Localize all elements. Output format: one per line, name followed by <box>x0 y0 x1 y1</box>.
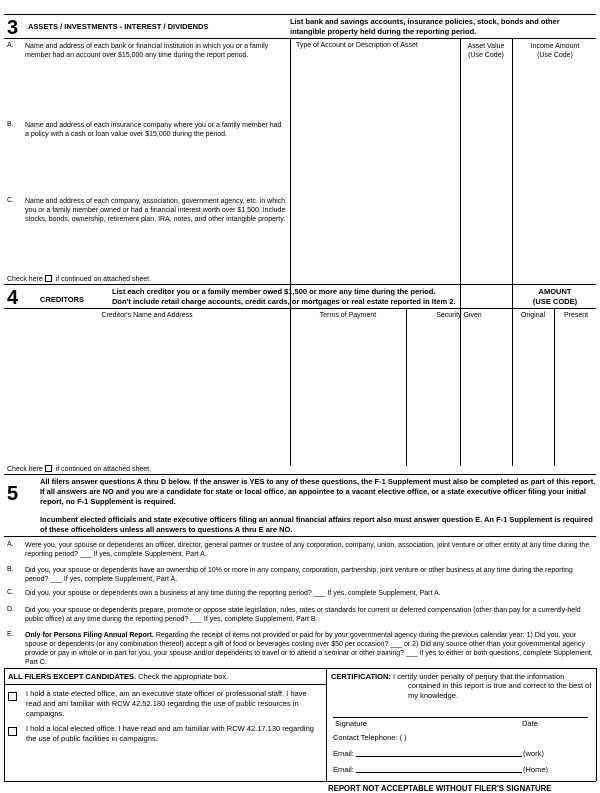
use-code-header: (USE CODE) <box>532 297 578 306</box>
question-a: Were you, your spouse or dependents an officer, director, general partner or trustee of any corporation, company, union, association, joint venture or other entity at any time during the reporting period? ___ If yes, complete Supplement, Part A. <box>25 542 590 558</box>
email-work-suffix: (work) <box>523 749 544 758</box>
col-security-given: Security Given <box>436 312 482 319</box>
certification-text: I certify under penalty of perjury that the information <box>390 672 565 681</box>
contact-telephone[interactable]: Contact Telephone: ( ) <box>333 733 407 742</box>
filers-subtitle: Check the appropriate box. <box>136 672 229 681</box>
certification-line-1 <box>331 672 564 681</box>
email-home-suffix: (Home) <box>523 765 549 774</box>
footer-warning: REPORT NOT ACCEPTABLE WITHOUT FILER'S SIGNATURE <box>328 784 552 793</box>
local-office-statement: I hold a local elected office. I have read and am familiar with RCW 42.17.130 regarding the use of public facilities in campaigns. <box>26 724 314 743</box>
local-office-checkbox[interactable] <box>8 727 17 736</box>
item-letter-a: A. <box>7 42 14 49</box>
question-letter-a: A. <box>7 541 14 548</box>
check-label-suffix: if continued on attached sheet. <box>55 466 152 473</box>
signature-label: Signature <box>335 719 368 728</box>
continued-check-row <box>7 465 151 473</box>
section-5-intro-annual: Incumbent elected officials and state executive officers filing an annual financial affairs report also must answer question E. An F-1 Supplement is required of these officeholders unless all answers to questions A thru E are NO. <box>40 515 593 534</box>
date-label: Date <box>522 719 538 728</box>
question-b: Did you, your spouse or dependents have an ownership of 10% or more in any company, corporation, partnership, joint venture or other business at any time during the reporting period? ___ If yes, complete Supplement, Part A. <box>25 567 573 583</box>
continued-checkbox[interactable] <box>45 275 52 282</box>
question-d: Did you, your spouse or dependents prepare, promote or oppose state legislation, rules, rates or standards for current or deferred compensation (other than pay for a currently-held public office) at any time during the reporting period? ___ If yes, complete Supplement, Part B. <box>25 607 581 623</box>
certification-text-cont: contained in this report is true and correct to the best of my knowledge. <box>408 681 592 700</box>
section-4-number: 4 <box>7 287 19 309</box>
email-home-label: Email: <box>333 765 354 774</box>
question-letter-d: D. <box>7 606 14 613</box>
item-c-text: Name and address of each company, association, government agency, etc. in which you or a family member owned or had a financial interest worth over $1,500. Include stocks, bonds, ownership, retirement plan, IRA, notes, and other intangible property. <box>25 198 286 223</box>
question-c: Did you, your spouse or dependents own a business at any time during the reporting period? ___ If yes, complete Supplement, Part A. <box>25 590 441 597</box>
continued-checkbox[interactable] <box>45 465 52 472</box>
section-3-title: ASSETS / INVESTMENTS - INTEREST / DIVIDENDS <box>28 22 209 31</box>
filers-heading <box>8 672 228 681</box>
section-4-title: CREDITORS <box>40 295 85 304</box>
email-work-label: Email: <box>333 749 354 758</box>
check-label: Check here <box>7 276 43 283</box>
question-letter-e: E. <box>7 631 14 638</box>
item-letter-c: C. <box>7 197 14 204</box>
question-e-text: Regarding the receipt of items not provided or paid for by your governmental agency during the previous calendar year: 1) Did you, your spouse or dependents (or any combination thereof) accept a gift of food or beverages costing over $50 per occasion? ___ or 2) Did any source other than your governmental agency provide or pay in whole or in part for you, your spouse and/or dependents to travel or to attend a seminar or other training? ___ If yes to either or both questions, complete Supplement, Part C. <box>25 632 593 666</box>
question-e <box>25 631 595 667</box>
email-work-field[interactable] <box>356 756 522 757</box>
col-income-amount: Income Amount (Use Code) <box>530 43 580 59</box>
question-e-heading: Only for Persons Filing Annual Report. <box>25 632 154 639</box>
check-label-suffix: if continued on attached sheet. <box>55 276 152 283</box>
col-type-of-account: Type of Account or Description of Asset <box>296 42 418 49</box>
state-office-statement: I hold a state elected office, am an executive state officer or professional staff. I have read and am familiar with RCW 42.52.180 regarding the use of public resources in campaigns. <box>26 689 307 718</box>
section-5-intro: All filers answer questions A thru D below. If the answer is YES to any of these questions, the F-1 Supplement must also be completed as part of this report. If all answers are NO and you are a candidate for state or local office, an appointee to a vacant elective office, or a state executive officer filing your initial report, no F-1 Supplement is required. <box>40 477 596 506</box>
question-letter-b: B. <box>7 566 14 573</box>
section-4-description-1: List each creditor you or a family member owed $1,500 or more any time during the period. <box>112 287 436 296</box>
section-3-number: 3 <box>7 17 19 39</box>
state-office-checkbox[interactable] <box>8 692 17 701</box>
question-letter-c: C. <box>7 589 14 596</box>
col-present: Present <box>563 312 589 319</box>
email-home-field[interactable] <box>356 772 522 773</box>
check-label: Check here <box>7 466 43 473</box>
amount-header: AMOUNT <box>538 287 572 296</box>
filers-title: ALL FILERS EXCEPT CANDIDATES. <box>8 672 137 681</box>
col-terms-of-payment: Terms of Payment <box>319 312 377 319</box>
continued-check-row <box>7 275 151 283</box>
item-a-text: Name and address of each bank or financial institution in which you or a family member had an account over $15,000 any time during the report period. <box>25 43 269 59</box>
section-4-description-2: Don't include retail charge accounts, credit cards, or mortgages or real estate reported in Item 2. <box>112 297 456 306</box>
col-asset-value: Asset Value (Use Code) <box>467 43 505 59</box>
item-letter-b: B. <box>7 121 14 128</box>
section-3-description: List bank and savings accounts, insurance policies, stock, bonds and other intangible property held during the reporting period. <box>290 17 560 36</box>
signature-line[interactable] <box>333 717 588 718</box>
certification-title: CERTIFICATION: <box>331 672 391 681</box>
item-b-text: Name and address of each insurance company where you or a family member had a policy with a cash or loan value over $15,000 during the period. <box>25 122 282 138</box>
section-5-number: 5 <box>7 483 19 505</box>
col-creditor-name: Creditor's Name and Address <box>101 312 193 319</box>
col-original: Original <box>520 312 546 319</box>
